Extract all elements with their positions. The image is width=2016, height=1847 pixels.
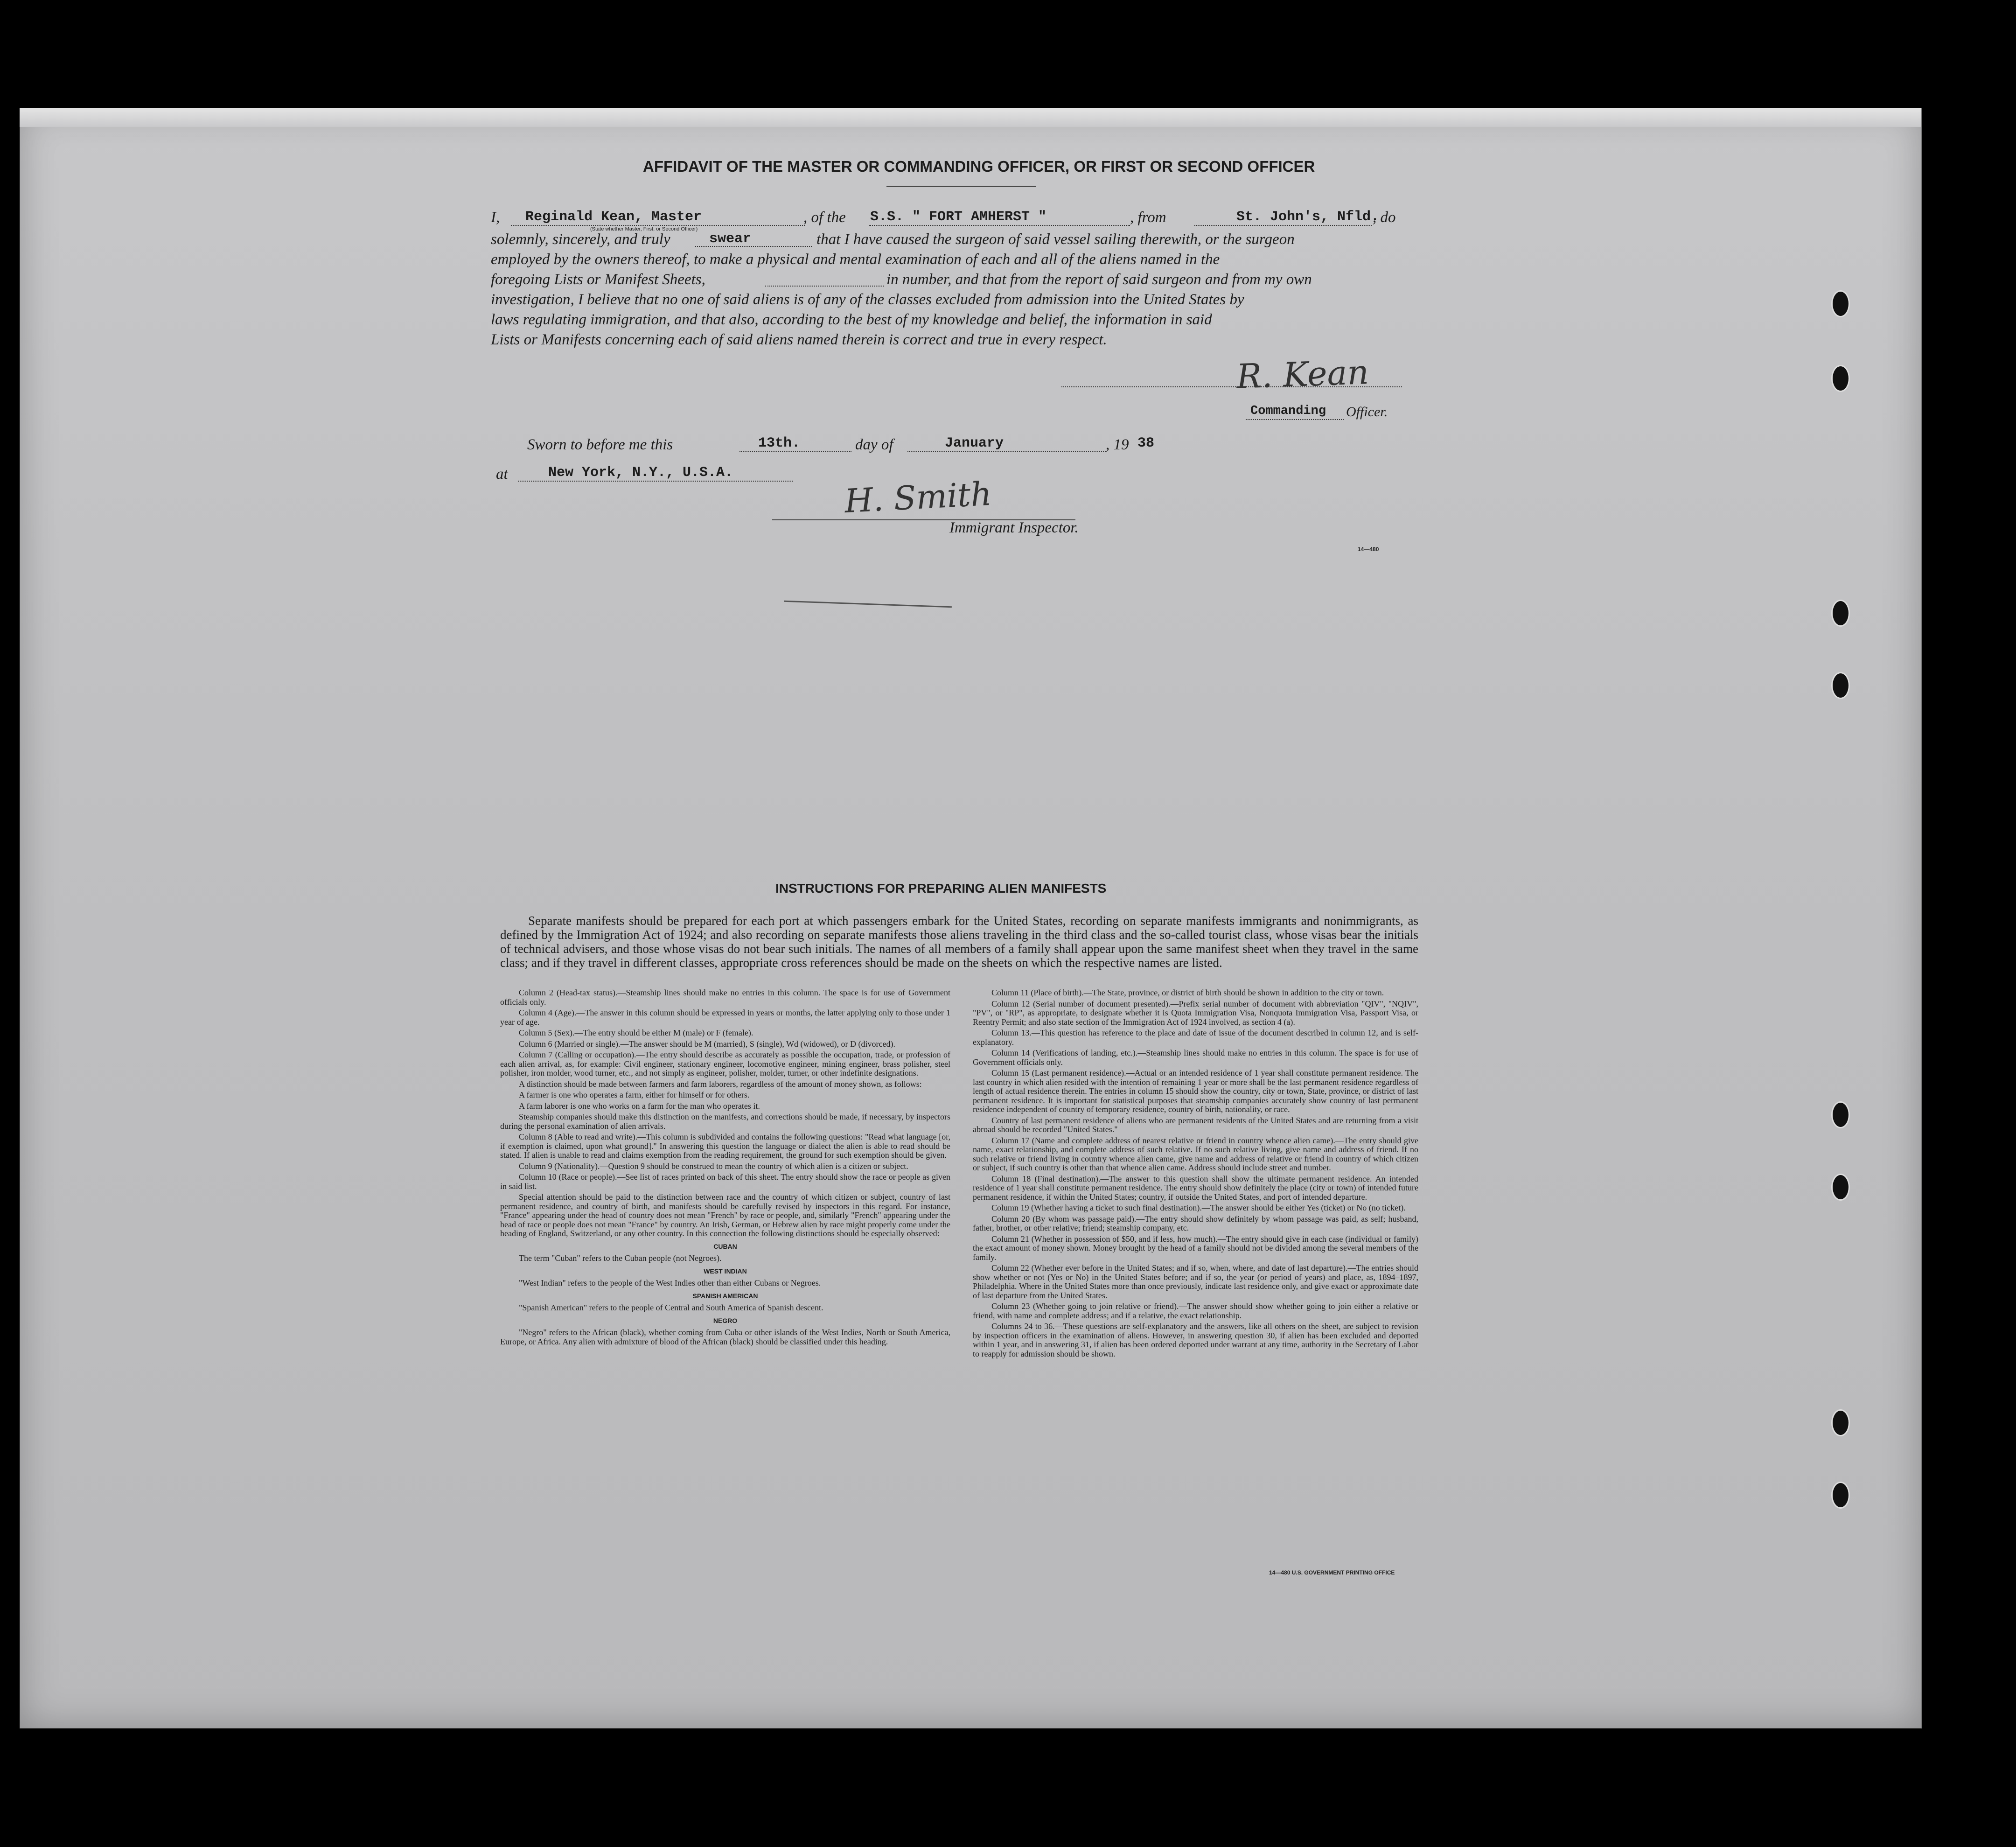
year-field: 38	[1137, 435, 1155, 451]
title-rule	[886, 186, 1036, 187]
binder-hole	[1831, 600, 1850, 627]
month-line	[907, 451, 1106, 452]
definition-heading: WEST INDIAN	[704, 1267, 747, 1275]
affidavit-line4b: in number, and that from the report of said surgeon and from my own	[886, 271, 1312, 288]
affidavit-solemnly: solemnly, sincerely, and truly	[491, 231, 670, 248]
sheet-count-line	[765, 286, 884, 287]
instruction-paragraph: Column 15 (Last permanent residence).—Actual or an intended residence of 1 year shall constitute permanent residence. The last country in which alien resided with the intention of remaining 1 year or more shall be the last permanent residence regardless of length of actual residence therein. The entries in column 15 should show the country, city or town, State, province, or district of last permanent residence. It is important for statistical purposes that steamship companies accurately show country of last permanent residence independent of country of temporary residence, country of birth, nationality, or race.	[973, 1068, 1418, 1114]
instruction-paragraph: Column 8 (Able to read and write).—This column is subdivided and contains the following questions: "Read what language [or, if exemption is claimed, upon what ground]." In answering this question the language or dialect the alien is able to read should be stated. If alien is unable to read and claims exemption from the reading requirement, the ground for such exemption should be given.	[500, 1132, 950, 1160]
instructions-title: INSTRUCTIONS FOR PREPARING ALIEN MANIFESTS	[775, 881, 1107, 896]
binder-hole	[1831, 1409, 1850, 1436]
definition-text: "West Indian" refers to the people of the West Indies other than either Cubans or Negroes.	[519, 1278, 821, 1287]
instruction-paragraph: Column 13.—This question has reference to the place and date of issue of the document described in column 12, and is self-explanatory.	[973, 1028, 1418, 1047]
definition-text: "Negro" refers to the African (black), whether coming from Cuba or other islands of the West Indies, North or South America, Europe, or Africa. Any alien with admixture of blood of the African (black) should be classified under this heading.	[500, 1328, 950, 1346]
instruction-paragraph: Column 19 (Whether having a ticket to such final destination).—The answer should be either Yes (ticket) or No (no ticket).	[991, 1203, 1406, 1212]
binder-hole	[1831, 365, 1850, 392]
instruction-paragraph: Column 22 (Whether ever before in the United States; and if so, when, where, and date of last departure).—The entries should show whether or not (Yes or No) in the United States before; and if so, the year (or period of years) and place, as, 1894–1897, Philadelphia. Where in the United States more than once previously, indicate last residence only, and give exact or approximate date of last departure from the United States.	[973, 1263, 1418, 1300]
instruction-paragraph: Column 21 (Whether in possession of $50, and if less, how much).—The entry should give in each case (individual or family) the exact amount of money shown. Money brought by the head of a family should not be divided among the several members of the family.	[973, 1234, 1418, 1262]
affidavit-line2: that I have caused the surgeon of said vessel sailing therewith, or the surgeon	[816, 231, 1295, 248]
affidavit-do: , do	[1373, 209, 1396, 226]
instruction-paragraph: Special attention should be paid to the distinction between race and the country of which citizen or subject, country of last permanent residence, and country of birth, and manifests should be carefully revised by inspectors in this regard. For instance, "France" appearing under the head of country does not mean "French" by race or people, and, similarly "French" appearing under the head of race or people does not mean "France" by country. An Irish, German, or Hebrew alien by race might properly come under the heading of England, Switzerland, or any other country. In this connection the following distinctions should be especially observed:	[500, 1192, 950, 1238]
officer-label: Officer.	[1346, 404, 1388, 420]
affidavit-from: , from	[1130, 209, 1166, 226]
instruction-paragraph: Column 2 (Head-tax status).—Steamship lines should make no entries in this column. The space is for use of Government officials only.	[500, 988, 950, 1007]
month-field: January	[945, 435, 1004, 451]
binder-hole	[1831, 1174, 1850, 1201]
instruction-paragraph: A farm laborer is one who works on a farm for the man who operates it.	[519, 1101, 760, 1111]
affidavit-line7: Lists or Manifests concerning each of said aliens named therein is correct and true in every respect.	[491, 331, 1107, 348]
year-prefix: , 19	[1106, 436, 1129, 453]
affidavit-line6: laws regulating immigration, and that also, according to the best of my knowledge and belief, the information in said	[491, 311, 1212, 328]
officer-rank-note: (State whether Master, First, or Second Officer)	[590, 226, 698, 232]
instruction-paragraph: Steamship companies should make this distinction on the manifests, and corrections should be made, if necessary, by inspectors during the personal examination of alien arrivals.	[500, 1112, 950, 1131]
signer-role-line	[1246, 419, 1344, 420]
at-label: at	[496, 466, 508, 483]
instruction-paragraph: Column 18 (Final destination).—The answer to this question shall show the ultimate permanent residence. An intended residence of 1 year shall constitute permanent residence. The entry should show definitely the place (city or town) of intended future permanent residence, if within the United States; country, if outside the United States, and port of intended departure.	[973, 1174, 1418, 1202]
affidavit-of-the: , of the	[803, 209, 846, 226]
instruction-paragraph: A distinction should be made between farmers and farm laborers, regardless of the amount of money shown, as follows:	[519, 1079, 922, 1089]
affidavit-line3: employed by the owners thereof, to make a physical and mental examination of each and all of the aliens named in the	[491, 251, 1220, 268]
instruction-paragraph: A farmer is one who operates a farm, either for himself or for others.	[519, 1090, 750, 1099]
inspector-signature: H. Smith	[844, 474, 993, 521]
master-signature: R. Kean	[1235, 352, 1370, 396]
day-field: 13th.	[758, 435, 801, 451]
day-of-label: day of	[855, 436, 893, 453]
binder-hole	[1831, 290, 1850, 317]
port-line	[1194, 225, 1372, 226]
instruction-paragraph: Column 11 (Place of birth).—The State, province, or district of birth should be shown in addition to the city or town.	[991, 988, 1384, 997]
instructions-intro: Separate manifests should be prepared for each port at which passengers embark for the United States, recording on separate manifests immigrants and nonimmigrants, as defined by the Immigration Act of 1924; and also recording on separate manifests those aliens traveling in the third class and the so-called tourist class, whose visas bear the initials of technical advisers, and those whose visas do not bear such initials. The names of all members of a family shall appear upon the same manifest sheet when they travel in the same class; and if they travel in different classes, appropriate cross references should be made on the sheets on which the respective names are listed.	[500, 914, 1418, 970]
definition-heading: NEGRO	[713, 1316, 738, 1324]
instruction-paragraph: Column 23 (Whether going to join relative or friend).—The answer should show whether going to join either a relative or friend, with name and complete address; and if a relative, the exact relationship.	[973, 1301, 1418, 1320]
officer-name-line	[511, 225, 805, 226]
affidavit-i: I,	[491, 209, 500, 226]
binder-hole	[1831, 1101, 1850, 1128]
definition-text: "Spanish American" refers to the people of Central and South America of Spanish descent.	[519, 1303, 823, 1312]
officer-name-field: Reginald Kean, Master	[525, 209, 702, 225]
vessel-line	[869, 225, 1130, 226]
instruction-paragraph: Country of last permanent residence of aliens who are permanent residents of the United States and are returning from a visit abroad should be recorded "United States."	[973, 1115, 1418, 1134]
affidavit-line4a: foregoing Lists or Manifest Sheets,	[491, 271, 705, 288]
instruction-paragraph: Column 17 (Name and complete address of nearest relative or friend in country whence alien came).—The entry should give name, exact relationship, and complete address of such relative. If no such relative living, give name and address of friend. If no such relative or friend living in country whence alien came, give name and address of relative or friend in country of which citizen or subject, if such country is other than that whence alien came. Address should include street and number.	[973, 1135, 1418, 1172]
form-code: 14—480	[1358, 546, 1379, 553]
signer-role-field: Commanding	[1250, 404, 1326, 418]
oath-field: swear	[709, 231, 752, 247]
affidavit-title: AFFIDAVIT OF THE MASTER OR COMMANDING OFFICER, OR FIRST OR SECOND OFFICER	[643, 158, 1315, 175]
instruction-paragraph: Columns 24 to 36.—These questions are self-explanatory and the answers, like all others on the sheet, are subject to revision by inspection officers in the examination of aliens. However, in answering question 30, if alien has been excluded and deported within 1 year, and in answering 31, if alien has been ordered deported under warrant at any time, authority in the Secretary of Labor to reapply for admission should be shown.	[973, 1322, 1418, 1358]
definition-heading: SPANISH AMERICAN	[692, 1292, 758, 1300]
port-field: St. John's, Nfld.	[1236, 209, 1380, 225]
day-line	[739, 451, 851, 452]
definition-heading: CUBAN	[713, 1242, 737, 1250]
instructions-right-column	[973, 988, 1418, 1360]
instruction-paragraph: Column 9 (Nationality).—Question 9 should be construed to mean the country of which alien is a citizen or subject.	[519, 1161, 908, 1171]
inspector-label: Immigrant Inspector.	[949, 519, 1079, 536]
affidavit-line5: investigation, I believe that no one of said aliens is of any of the classes excluded from admission into the United States by	[491, 291, 1244, 308]
binder-hole	[1831, 672, 1850, 699]
instruction-paragraph: Column 4 (Age).—The answer in this column should be expressed in years or months, the latter applying only to those under 1 year of age.	[500, 1008, 950, 1027]
binder-hole	[1831, 1482, 1850, 1509]
instruction-paragraph: Column 20 (By whom was passage paid).—The entry should show definitely by whom passage was paid, as self; husband, father, brother, or other relative; friend; steamship company, etc.	[973, 1214, 1418, 1232]
sworn-label: Sworn to before me this	[527, 436, 673, 453]
instruction-paragraph: Column 5 (Sex).—The entry should be either M (male) or F (female).	[519, 1028, 753, 1037]
place-line	[518, 481, 793, 482]
printer-mark: 14—480 U.S. GOVERNMENT PRINTING OFFICE	[1269, 1569, 1395, 1576]
definition-text: The term "Cuban" refers to the Cuban people (not Negroes).	[519, 1253, 722, 1263]
place-field: New York, N.Y., U.S.A.	[548, 465, 733, 481]
instruction-paragraph: Column 7 (Calling or occupation).—The entry should describe as accurately as possible the occupation, trade, or profession of each alien arrival, as, for example: Civil engineer, stationary engineer, locomotive engineer, mining engineer, brass polisher, steel polisher, iron molder, wood turner, etc., and not simply as engineer, polisher, molder, turner, or other indefinite designations.	[500, 1050, 950, 1077]
instruction-paragraph: Column 6 (Married or single).—The answer should be M (married), S (single), Wd (widowed), or D (divorced).	[519, 1039, 895, 1049]
instructions-left-column	[500, 988, 950, 1348]
instruction-paragraph: Column 10 (Race or people).—See list of races printed on back of this sheet. The entry should show the race or people as given in said list.	[500, 1172, 950, 1191]
instruction-paragraph: Column 14 (Verifications of landing, etc.).—Steamship lines should make no entries in this column. The space is for use of Government officials only.	[973, 1048, 1418, 1067]
vessel-field: S.S. " FORT AMHERST "	[870, 209, 1047, 225]
oath-line	[695, 246, 812, 247]
instruction-paragraph: Column 12 (Serial number of document presented).—Prefix serial number of document with abbreviation "QIV", "NQIV", "PV", or "RP", as appropriate, to designate whether it is Quota Immigration Visa, Nonquota Immigration Visa, Passport Visa, or Reentry Permit; and also state section of the Immigration Act of 1924 involved, as section 4 (a).	[973, 999, 1418, 1027]
page-fold	[20, 108, 1921, 127]
